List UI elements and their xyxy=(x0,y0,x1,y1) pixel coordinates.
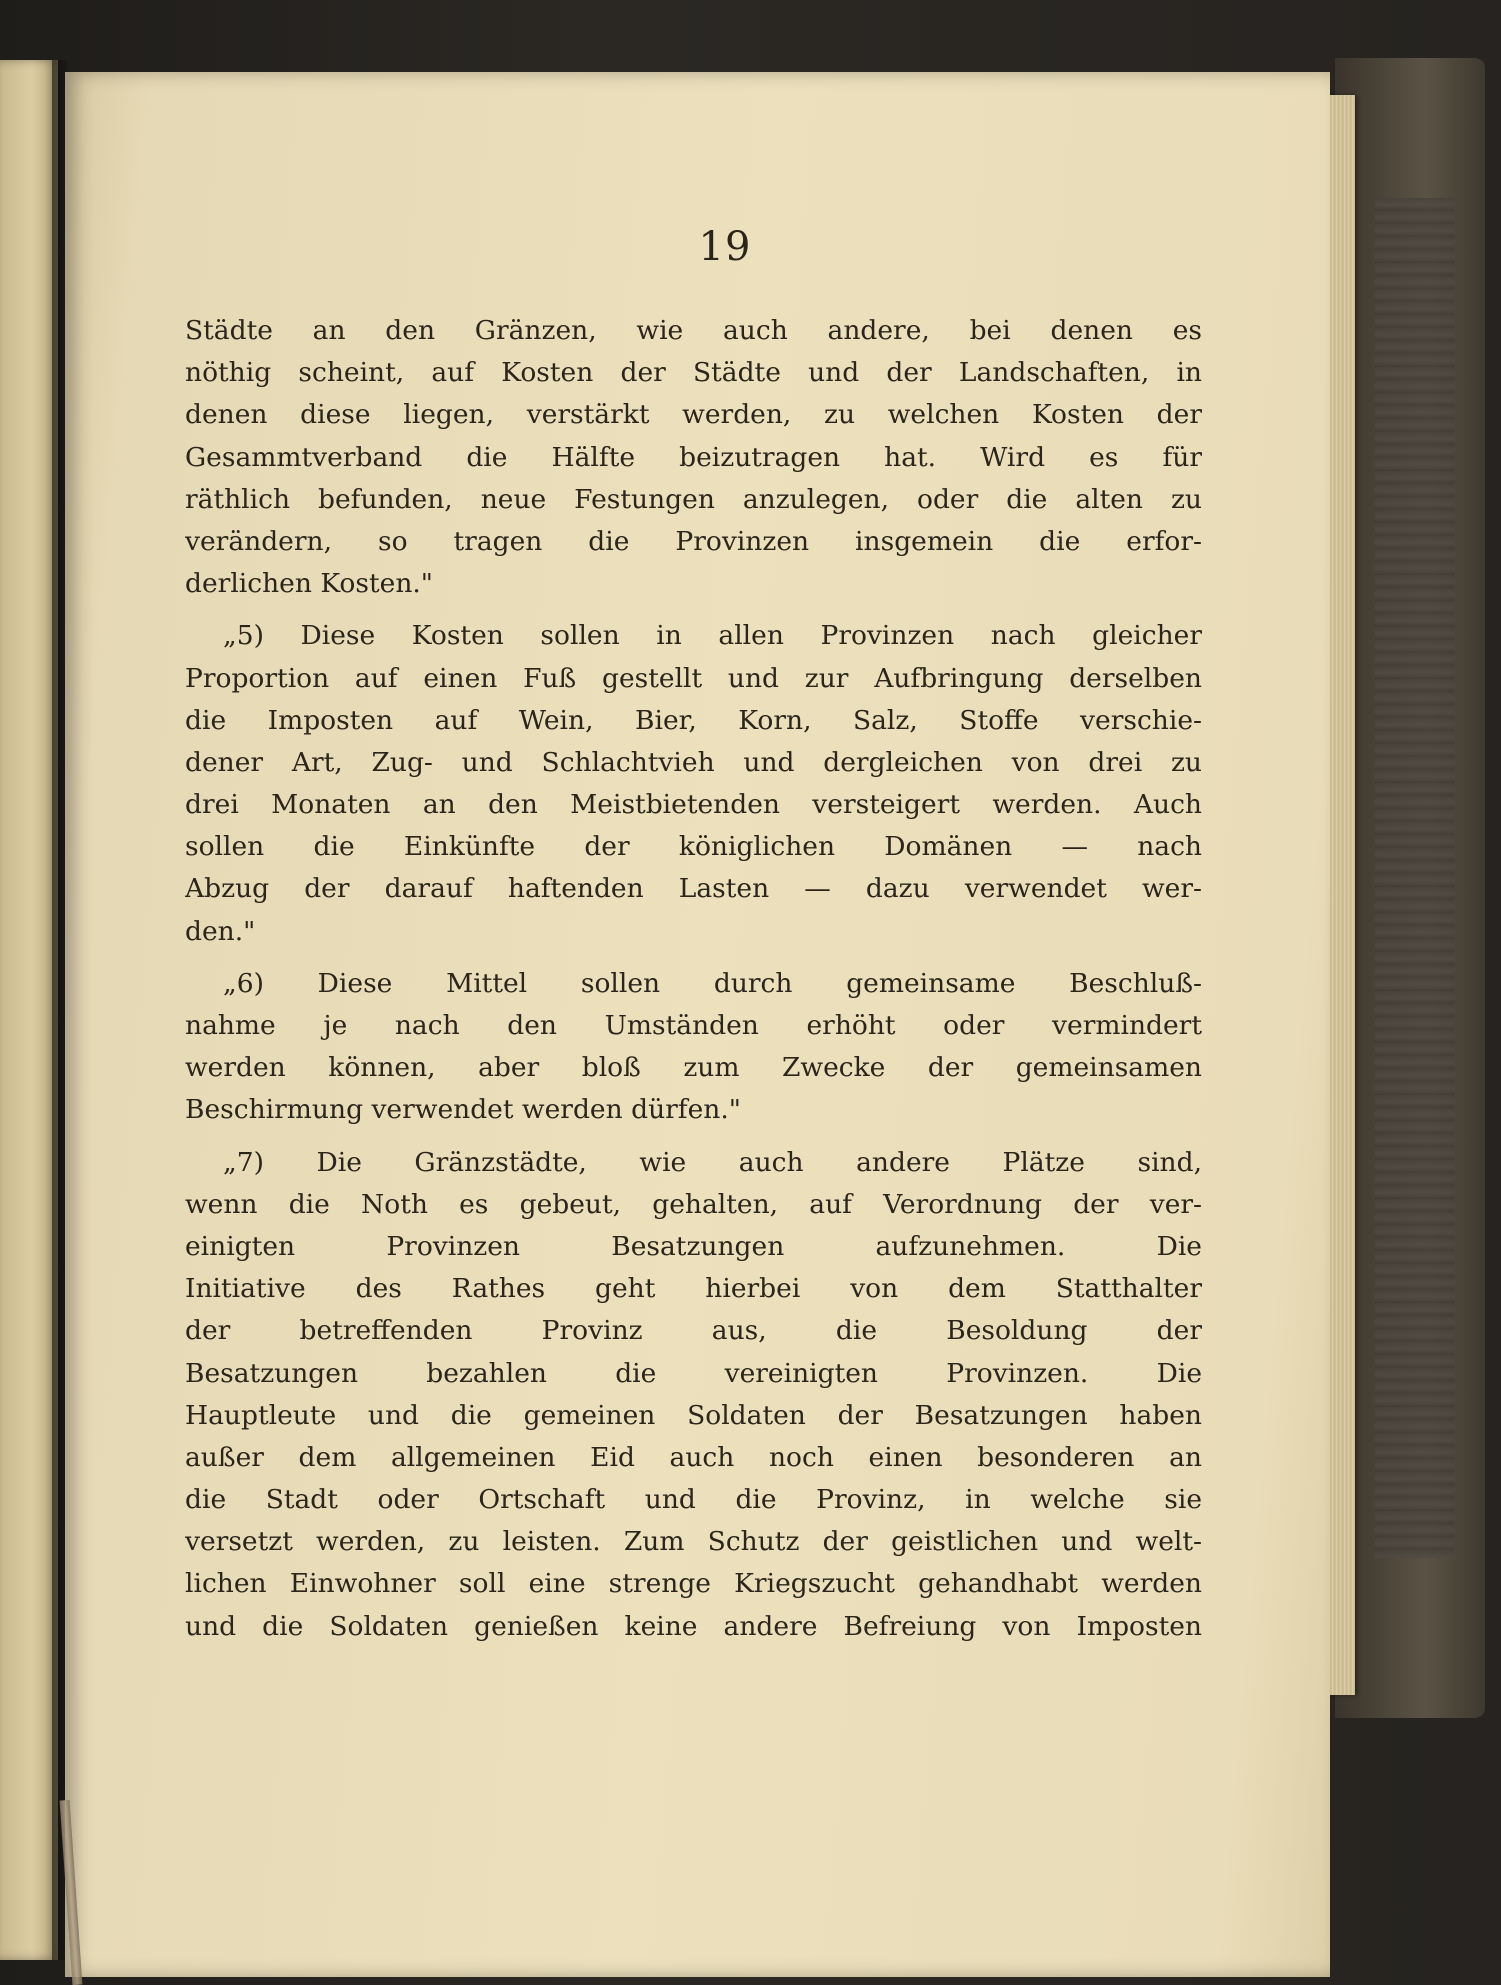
text-line: sollen die Einkünfte der königlichen Domänen — nach xyxy=(185,831,1202,863)
text-line: dener Art, Zug- und Schlachtvieh und dergleichen von drei zu xyxy=(185,746,1202,778)
text-line: wenn die Noth es gebeut, gehalten, auf Verordnung der ver- xyxy=(185,1188,1202,1220)
text-line: Hauptleute und die gemeinen Soldaten der Besatzungen haben xyxy=(185,1399,1202,1431)
text-line: Städte an den Gränzen, wie auch andere, bei denen es xyxy=(185,315,1202,346)
text-line: denen diese liegen, verstärkt werden, zu welchen Kosten der xyxy=(185,399,1202,431)
text-line: räthlich befunden, neue Festungen anzulegen, oder die alten zu xyxy=(185,483,1202,515)
text-line: nahme je nach den Umständen erhöht oder vermindert xyxy=(185,1010,1202,1041)
text-line: versetzt werden, zu leisten. Zum Schutz der geistlichen und welt- xyxy=(185,1526,1202,1558)
book-page xyxy=(65,72,1330,1977)
page-number: 19 xyxy=(698,224,752,270)
text-line: „7) Die Gränzstädte, wie auch andere Plätze sind, xyxy=(223,1146,1202,1178)
text-line: lichen Einwohner soll eine strenge Kriegszucht gehandhabt werden xyxy=(185,1568,1202,1600)
text-line: drei Monaten an den Meistbietenden versteigert werden. Auch xyxy=(185,789,1202,821)
text-line: werden können, aber bloß zum Zwecke der gemeinsamen xyxy=(185,1052,1202,1084)
text-line: derlichen Kosten." xyxy=(185,568,433,600)
book-cover-edge xyxy=(1335,58,1485,1718)
text-line: die Stadt oder Ortschaft und die Provinz, in welche sie xyxy=(185,1484,1202,1516)
text-line: Abzug der darauf haftenden Lasten — dazu verwendet wer- xyxy=(185,873,1202,905)
text-line: Proportion auf einen Fuß gestellt und zur Aufbringung derselben xyxy=(185,662,1202,694)
text-line: „5) Diese Kosten sollen in allen Provinzen nach gleicher xyxy=(223,620,1202,652)
previous-page-sliver xyxy=(0,60,58,1960)
text-line: den." xyxy=(185,915,256,947)
text-line: und die Soldaten genießen keine andere Befreiung von Imposten xyxy=(185,1610,1202,1642)
page-text xyxy=(185,310,1202,1648)
text-line: verändern, so tragen die Provinzen insgemein die erfor- xyxy=(185,525,1202,557)
text-line: außer dem allgemeinen Eid auch noch einen besonderen an xyxy=(185,1441,1202,1473)
text-line: Beschirmung verwendet werden dürfen." xyxy=(185,1094,741,1126)
text-line: Initiative des Rathes geht hierbei von dem Statthalter xyxy=(185,1273,1202,1305)
text-line: Gesammtverband die Hälfte beizutragen hat. Wird es für xyxy=(185,441,1202,473)
text-line: nöthig scheint, auf Kosten der Städte und der Landschaften, in xyxy=(185,357,1202,389)
text-line: die Imposten auf Wein, Bier, Korn, Salz, Stoffe verschie- xyxy=(185,704,1202,736)
text-line: der betreffenden Provinz aus, die Besoldung der xyxy=(185,1315,1202,1347)
text-line: einigten Provinzen Besatzungen aufzunehmen. Die xyxy=(185,1230,1202,1262)
text-line: Besatzungen bezahlen die vereinigten Provinzen. Die xyxy=(185,1357,1202,1389)
text-line: „6) Diese Mittel sollen durch gemeinsame Beschluß- xyxy=(223,967,1202,999)
